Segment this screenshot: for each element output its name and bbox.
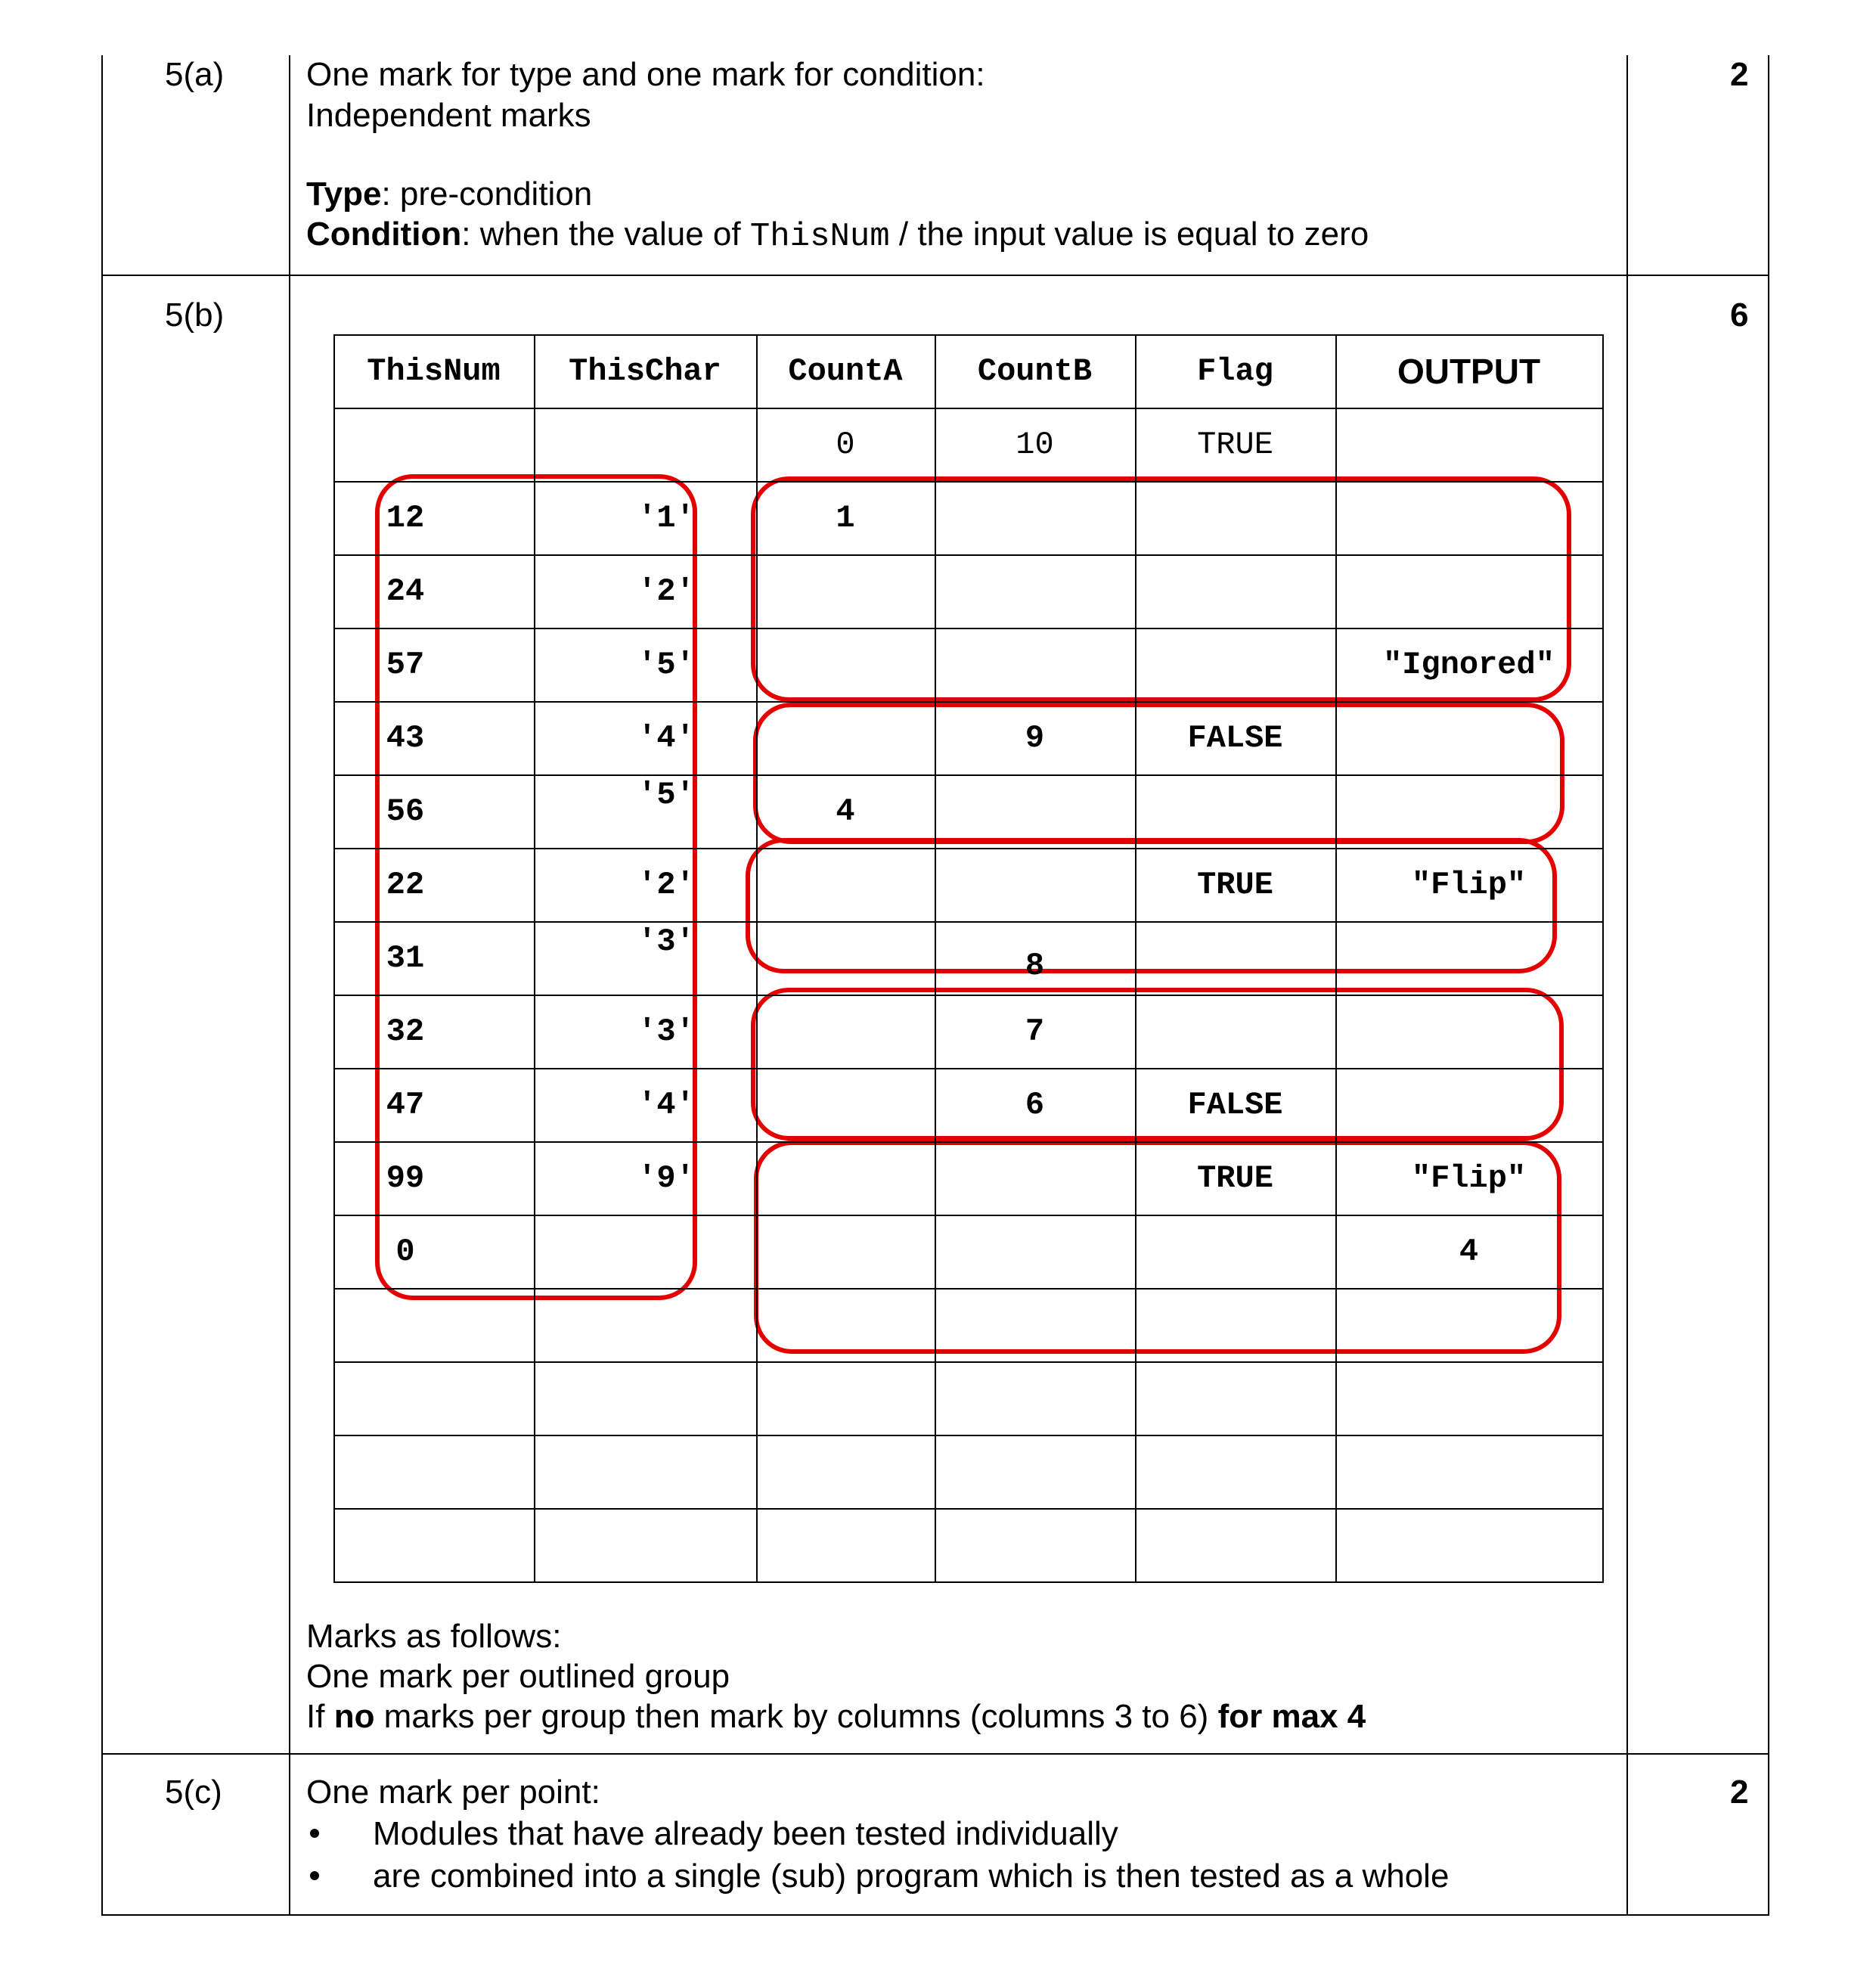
table-cell-countb — [935, 554, 1135, 628]
table-cell-counta — [756, 1361, 935, 1435]
table-header-thischar: ThisChar — [569, 352, 721, 390]
answer-5a-type — [306, 174, 592, 215]
table-cell-flag — [1135, 1435, 1335, 1508]
grid-left-border — [101, 55, 103, 1916]
table-cell-thischar: '5' — [637, 776, 695, 813]
table-cell-flag — [1135, 628, 1335, 701]
condition-text-after: / the input value is equal to zero — [889, 216, 1369, 253]
table-cell-thischar — [609, 1215, 723, 1288]
table-cell-flag: FALSE — [1187, 719, 1283, 756]
table-cell-thisnum: 22 — [386, 866, 425, 903]
table-row-line — [333, 1581, 1604, 1583]
table-cell-thischar — [609, 1288, 723, 1361]
table-header-flag: Flag — [1197, 352, 1273, 390]
table-cell-initial-flag: TRUE — [1197, 426, 1273, 463]
table-cell-thisnum: 57 — [386, 646, 425, 683]
table-header-output: OUTPUT — [1397, 351, 1541, 391]
notes-line2: One mark per outlined group — [306, 1658, 730, 1695]
table-cell-flag: TRUE — [1197, 866, 1273, 903]
table-cell-output — [1335, 1435, 1602, 1508]
table-cell-counta — [756, 1288, 935, 1361]
table-cell-output: "Flip" — [1411, 866, 1527, 903]
table-cell-thisnum — [371, 1508, 439, 1581]
table-cell-output — [1335, 481, 1602, 554]
table-col-line — [1602, 334, 1604, 1583]
table-cell-countb — [935, 1508, 1135, 1581]
answer-5c-intro: One mark per point: — [306, 1774, 600, 1811]
notes-line3-c: marks per group then mark by columns (columns 3 to 6) — [374, 1698, 1218, 1735]
table-cell-thisnum: 99 — [386, 1159, 425, 1196]
table-cell-thischar: '2' — [637, 866, 695, 903]
question-number-5a: 5(a) — [165, 56, 225, 93]
table-cell-countb — [935, 481, 1135, 554]
table-cell-flag — [1135, 1361, 1335, 1435]
table-cell-countb — [935, 1215, 1135, 1288]
table-cell-thisnum — [371, 1435, 439, 1508]
table-cell-thischar: '3' — [637, 1013, 695, 1050]
marks-5c: 2 — [1730, 1774, 1749, 1811]
table-cell-thischar — [609, 1508, 723, 1581]
table-cell-flag — [1135, 554, 1335, 628]
table-cell-flag — [1135, 995, 1335, 1068]
answer-5a-condition — [306, 214, 1369, 257]
notes-line3-b: no — [333, 1698, 375, 1735]
table-cell-counta — [756, 628, 935, 701]
table-cell-thischar — [609, 1435, 723, 1508]
notes-line3-d: for max 4 — [1217, 1698, 1366, 1735]
table-header-counta: CountA — [788, 352, 903, 390]
table-cell-initial-countb: 10 — [1016, 426, 1054, 463]
table-cell-counta — [756, 848, 935, 921]
table-cell-counta — [756, 921, 935, 995]
table-cell-output: "Ignored" — [1383, 646, 1555, 683]
table-cell-initial-thischar — [534, 408, 756, 481]
table-cell-thisnum: 12 — [386, 499, 425, 536]
table-cell-thischar: '3' — [637, 923, 695, 960]
table-cell-counta — [756, 1435, 935, 1508]
notes-line3-a: If — [306, 1698, 334, 1735]
notes-line3 — [306, 1696, 1366, 1737]
table-cell-thisnum — [371, 1361, 439, 1435]
type-label: Type — [306, 175, 382, 213]
condition-text-before: : when the value of — [461, 216, 750, 253]
table-header-countb: CountB — [977, 352, 1093, 390]
marks-5a: 2 — [1730, 56, 1749, 93]
table-cell-output — [1335, 995, 1602, 1068]
table-cell-initial-counta: 0 — [836, 426, 855, 463]
table-cell-counta — [756, 1141, 935, 1215]
table-cell-flag — [1135, 921, 1335, 995]
table-cell-flag — [1135, 481, 1335, 554]
table-cell-thischar: '4' — [637, 719, 695, 756]
table-cell-output — [1335, 554, 1602, 628]
table-cell-flag — [1135, 1508, 1335, 1581]
table-cell-countb — [935, 628, 1135, 701]
table-cell-output — [1335, 1068, 1602, 1141]
answer-5a-line1: One mark for type and one mark for condition: — [306, 56, 985, 93]
table-cell-output: 4 — [1459, 1233, 1479, 1270]
bullet-icon — [310, 1871, 319, 1880]
question-number-5c: 5(c) — [165, 1774, 222, 1811]
table-cell-output — [1335, 1508, 1602, 1581]
table-cell-output — [1335, 774, 1602, 848]
table-cell-counta — [756, 995, 935, 1068]
condition-label: Condition — [306, 216, 462, 253]
table-cell-countb — [935, 1361, 1135, 1435]
table-cell-thischar — [609, 1361, 723, 1435]
table-cell-countb: 7 — [1025, 1013, 1045, 1050]
question-number-5b: 5(b) — [165, 296, 225, 334]
marks-5b: 6 — [1730, 296, 1749, 334]
condition-code: ThisNum — [749, 218, 890, 256]
table-cell-flag — [1135, 774, 1335, 848]
row-divider-5a — [101, 275, 1769, 276]
table-cell-countb — [935, 774, 1135, 848]
notes-line1: Marks as follows: — [306, 1618, 562, 1655]
table-cell-initial-thisnum — [333, 408, 534, 481]
grid-col-divider-2 — [1626, 55, 1628, 1916]
answer-5c-point1: Modules that have already been tested individually — [373, 1815, 1118, 1852]
table-cell-thisnum: 32 — [386, 1013, 425, 1050]
table-cell-countb: 9 — [1025, 719, 1045, 756]
grid-bottom-border — [101, 1914, 1769, 1916]
table-cell-counta — [756, 554, 935, 628]
table-cell-flag: FALSE — [1187, 1086, 1283, 1123]
table-cell-output: "Flip" — [1411, 1159, 1527, 1196]
table-header-thisnum: ThisNum — [367, 352, 501, 390]
table-cell-counta — [756, 1215, 935, 1288]
table-cell-thisnum: 0 — [395, 1233, 415, 1270]
table-cell-countb: 6 — [1025, 1086, 1045, 1123]
table-cell-initial-output — [1335, 408, 1602, 481]
table-cell-thischar: '9' — [637, 1159, 695, 1196]
table-cell-output — [1335, 1288, 1602, 1361]
table-cell-counta — [756, 701, 935, 774]
table-cell-countb — [935, 1141, 1135, 1215]
type-value: : pre-condition — [381, 175, 593, 213]
table-cell-countb — [935, 1288, 1135, 1361]
table-cell-output — [1335, 921, 1602, 995]
table-cell-thischar: '4' — [637, 1086, 695, 1123]
table-cell-countb: 8 — [1025, 947, 1045, 984]
table-cell-thisnum: 47 — [386, 1086, 425, 1123]
table-col-line — [534, 334, 535, 1583]
table-cell-output — [1335, 701, 1602, 774]
table-cell-flag — [1135, 1215, 1335, 1288]
table-cell-thisnum: 56 — [386, 793, 425, 830]
bullet-icon — [310, 1829, 319, 1838]
table-cell-counta: 1 — [836, 499, 855, 536]
table-cell-thisnum: 24 — [386, 573, 425, 610]
table-cell-thisnum: 43 — [386, 719, 425, 756]
answer-5c-point2: are combined into a single (sub) program which is then tested as a whole — [373, 1858, 1450, 1895]
table-col-line — [333, 334, 335, 1583]
table-cell-counta: 4 — [836, 793, 855, 830]
table-cell-thisnum: 31 — [386, 939, 425, 976]
table-cell-counta — [756, 1508, 935, 1581]
grid-col-divider-1 — [289, 55, 290, 1916]
table-cell-counta — [756, 1068, 935, 1141]
table-cell-thisnum — [371, 1288, 439, 1361]
row-divider-5b — [101, 1753, 1769, 1755]
table-cell-thischar: '5' — [637, 646, 695, 683]
grid-right-border — [1768, 55, 1769, 1916]
answer-5a-line2: Independent marks — [306, 97, 591, 134]
table-cell-output — [1335, 1361, 1602, 1435]
table-cell-thischar: '2' — [637, 573, 695, 610]
table-cell-flag: TRUE — [1197, 1159, 1273, 1196]
table-cell-flag — [1135, 1288, 1335, 1361]
table-cell-countb — [935, 1435, 1135, 1508]
table-cell-thischar: '1' — [637, 499, 695, 536]
table-cell-countb — [935, 848, 1135, 921]
